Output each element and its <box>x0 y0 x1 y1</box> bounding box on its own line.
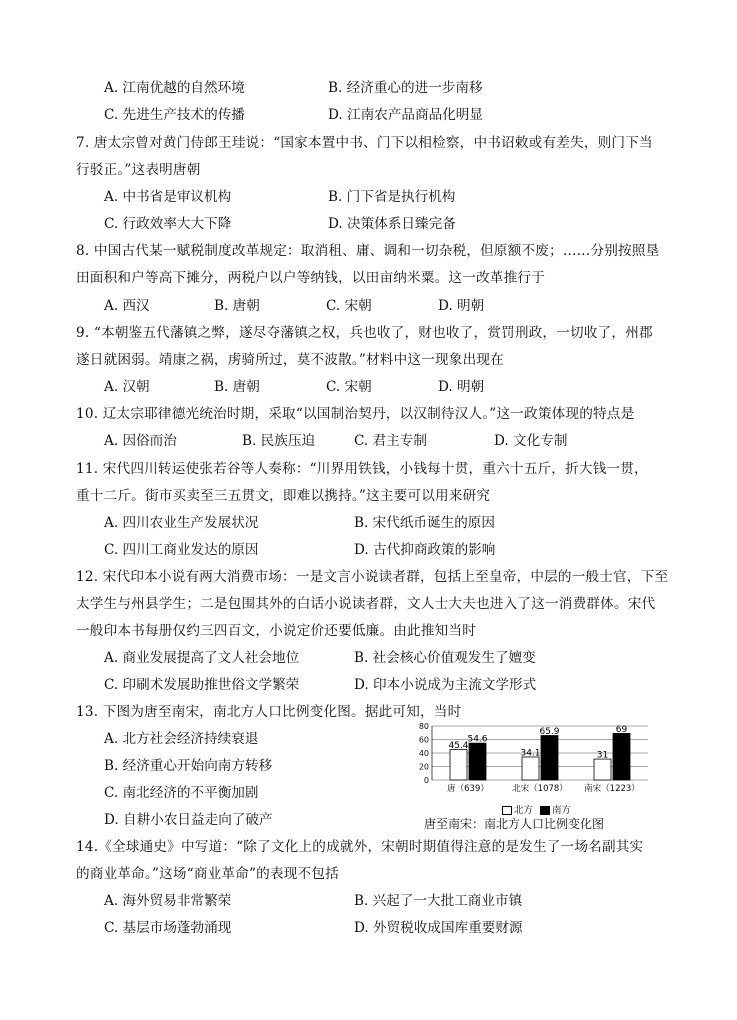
q8-stem-line-1: 8. 中国古代某一赋税制度改革规定：取消租、庸、调和一切杂税，但原额不废；……分别按照垦 <box>76 243 660 259</box>
x-tick-label-2: 南宋（1223） <box>584 784 640 794</box>
q10-option-b: B. 民族压迫 <box>242 433 316 449</box>
legend-label-south: 南方 <box>552 805 572 816</box>
q14-option-c: C. 基层市场蓬勃涌现 <box>104 920 232 936</box>
bar-north-2 <box>594 759 611 780</box>
q14-option-d: D. 外贸税收成国库重要财源 <box>354 920 523 936</box>
legend-swatch-north <box>502 806 512 815</box>
q13-option-a: A. 北方社会经济持续衰退 <box>104 731 259 747</box>
q12-option-c: C. 印刷术发展助推世俗文学繁荣 <box>104 677 300 693</box>
data-label-south-1: 65.9 <box>539 727 560 738</box>
q13-option-d: D. 自耕小农日益走向了破产 <box>104 812 273 828</box>
q8-option-c: C. 宋朝 <box>326 298 372 314</box>
q11-option-d: D. 古代抑商政策的影响 <box>354 542 496 558</box>
q9-stem-line-2: 遂日就困弱。靖康之祸，虏骑所过，莫不波散。”材料中这一现象出现在 <box>76 352 504 368</box>
q11-option-a: A. 四川农业生产发展状况 <box>104 515 259 531</box>
q8-option-b: B. 唐朝 <box>214 298 260 314</box>
q11-stem-line-2: 重十二斤。街市买卖至三五贯文，即难以携持。”这主要可以用来研究 <box>76 488 491 504</box>
q9-option-a: A. 汉朝 <box>104 379 150 395</box>
bar-south-0 <box>469 743 486 780</box>
q12-stem-line-1: 12. 宋代印本小说有两大消费市场：一是文言小说读者群，包括上至皇帝，中层的一般士官，下至 <box>76 569 669 585</box>
q10-option-a: A. 因俗而治 <box>104 433 177 449</box>
x-tick-label-0: 唐（639） <box>447 784 489 794</box>
y-tick-label-0: 0 <box>423 776 429 785</box>
q10-option-d: D. 文化专制 <box>494 433 568 449</box>
y-tick-label-1: 20 <box>418 762 429 772</box>
bar-north-0 <box>450 749 467 780</box>
x-tick-label-1: 北宋（1078） <box>512 784 568 794</box>
q12-option-a: A. 商业发展提高了文人社会地位 <box>104 650 300 666</box>
data-label-north-0: 45.4 <box>448 740 469 751</box>
q12-stem-line-3: 一般印本书每册仅约三四百文，小说定价还要低廉。由此推知当时 <box>76 623 477 639</box>
data-label-south-2: 69 <box>615 724 628 735</box>
q6-option-d: D. 江南农产品商品化明显 <box>328 107 483 123</box>
q7-option-a: A. 中书省是审议机构 <box>104 189 232 205</box>
q8-option-a: A. 西汉 <box>104 298 150 314</box>
q6-option-b: B. 经济重心的进一步南移 <box>328 80 483 96</box>
population-ratio-chart <box>412 718 650 832</box>
bar-north-1 <box>522 757 539 780</box>
q13-stem-line-1: 13. 下图为唐至南宋，南北方人口比例变化图。据此可知，当时 <box>76 704 462 720</box>
q11-stem-line-1: 11. 宋代四川转运使张若谷等人奏称：“川界用铁钱，小钱每十贯，重六十五斤，折大钱一贯， <box>76 461 648 477</box>
data-label-south-0: 54.6 <box>467 734 488 745</box>
q12-stem-line-2: 太学生与州县学生；二是包围其外的白话小说读者群，文人士大夫也进入了这一消费群体。宋代 <box>76 596 656 612</box>
q9-option-c: C. 宋朝 <box>326 379 372 395</box>
q13-option-c: C. 南北经济的不平衡加剧 <box>104 785 259 801</box>
q7-stem-line-2: 行驳正。”这表明唐朝 <box>76 162 201 178</box>
data-label-north-1: 34.1 <box>520 748 541 759</box>
q8-stem-line-2: 田面积和户等高下摊分，两税户以户等纳钱，以田亩纳米粟。这一改革推行于 <box>76 270 545 286</box>
q14-stem-line-2: 的商业革命。”这场“商业革命”的表现不包括 <box>76 866 339 882</box>
q14-option-b: B. 兴起了一大批工商业市镇 <box>354 893 523 909</box>
chart-caption: 唐至南宋：南北方人口比例变化图 <box>424 817 605 831</box>
chart-legend <box>502 802 571 816</box>
chart-canvas <box>412 718 650 804</box>
q10-stem-line-1: 10. 辽太宗耶律德光统治时期，采取“以国制治契丹，以汉制待汉人。”这一政策体现的特点是 <box>76 406 635 422</box>
q10-option-c: C. 君主专制 <box>354 433 427 449</box>
q12-option-d: D. 印本小说成为主流文学形式 <box>354 677 537 693</box>
legend-swatch-south <box>540 806 550 815</box>
q8-option-d: D. 明朝 <box>438 298 485 314</box>
q9-option-d: D. 明朝 <box>438 379 485 395</box>
q7-option-b: B. 门下省是执行机构 <box>328 189 456 205</box>
q12-option-b: B. 社会核心价值观发生了嬗变 <box>354 650 536 666</box>
q11-option-c: C. 四川工商业发达的原因 <box>104 542 259 558</box>
y-tick-label-2: 40 <box>418 749 429 758</box>
q9-option-b: B. 唐朝 <box>214 379 260 395</box>
y-tick-label-3: 60 <box>418 735 429 745</box>
data-label-north-2: 31 <box>596 750 609 761</box>
y-tick-label-4: 80 <box>418 722 429 731</box>
q14-option-a: A. 海外贸易非常繁荣 <box>104 893 232 909</box>
q6-option-c: C. 先进生产技术的传播 <box>104 107 245 123</box>
q9-stem-line-1: 9. “本朝鉴五代藩镇之弊，遂尽夺藩镇之权，兵也收了，财也收了，赏罚刑政，一切收了，州郡 <box>76 325 653 341</box>
q7-option-c: C. 行政效率大大下降 <box>104 216 232 232</box>
q7-option-d: D. 决策体系日臻完备 <box>328 216 456 232</box>
bar-south-1 <box>541 736 558 780</box>
q13-option-b: B. 经济重心开始向南方转移 <box>104 758 273 774</box>
q14-stem-line-1: 14.《全球通史》中写道：“除了文化上的成就外，宋朝时期值得注意的是发生了一场名副其实 <box>76 839 644 855</box>
bar-south-2 <box>613 733 630 780</box>
q11-option-b: B. 宋代纸币诞生的原因 <box>354 515 495 531</box>
q6-option-a: A. 江南优越的自然环境 <box>104 80 245 96</box>
legend-label-north: 北方 <box>514 805 534 816</box>
q7-stem-line-1: 7. 唐太宗曾对黄门侍郎王珪说：“国家本置中书、门下以相检察，中书诏敕或有差失，则门下当 <box>76 135 653 151</box>
